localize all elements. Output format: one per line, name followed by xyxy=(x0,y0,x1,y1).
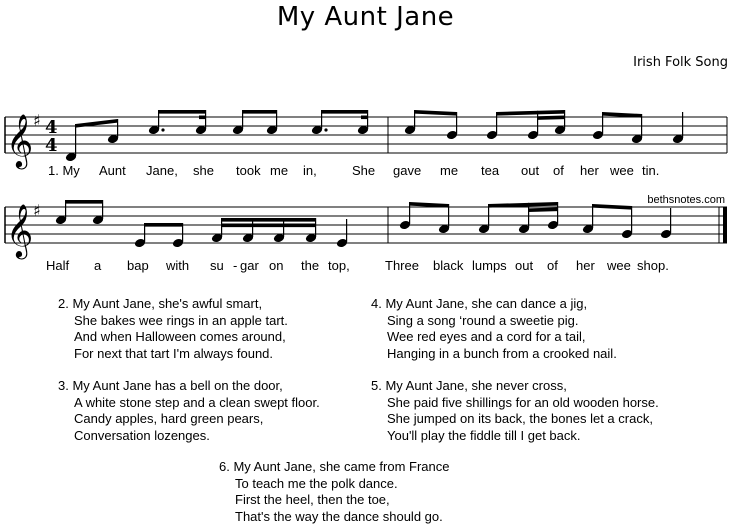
lyric-word: top, xyxy=(328,258,350,273)
lyric-word: Aunt xyxy=(99,163,126,178)
staff-system-1 xyxy=(5,110,727,169)
note-beam xyxy=(361,116,368,120)
lyric-word: wee xyxy=(607,258,631,273)
lyric-word: Three xyxy=(385,258,419,273)
lyric-word: - xyxy=(233,258,238,273)
time-signature-bottom: 4 xyxy=(45,135,58,156)
lyric-word: me xyxy=(440,163,459,178)
lyric-word: she xyxy=(193,163,214,178)
note-beam xyxy=(199,116,206,120)
note-beam xyxy=(145,223,183,227)
lyric-word: tea xyxy=(481,163,500,178)
staff-system-2 xyxy=(5,200,727,259)
verse-6: 6. My Aunt Jane, she came from France To teach me the polk dance. First the heel, then the toe, That's the way the dance should go. xyxy=(219,459,450,524)
lyric-word: with xyxy=(166,258,190,273)
note-beam xyxy=(222,224,316,228)
lyric-word: on xyxy=(269,258,284,273)
lyric-word: 1. My xyxy=(48,163,80,178)
composer-label: Irish Folk Song xyxy=(633,55,728,70)
lyric-word: of xyxy=(553,163,564,178)
note-beam xyxy=(322,110,368,114)
lyric-word: me xyxy=(270,163,289,178)
lyric-word: her xyxy=(580,163,599,178)
lyric-word: took xyxy=(236,163,261,178)
lyric-word: out xyxy=(515,258,534,273)
note-beam xyxy=(497,110,565,116)
note-beam xyxy=(243,110,277,114)
lyric-word: Half xyxy=(46,258,70,273)
note-beam xyxy=(415,110,457,116)
notes-line-1 xyxy=(65,110,684,162)
lyric-word: tin. xyxy=(642,163,660,178)
lyric-word: of xyxy=(547,258,558,273)
note-beam xyxy=(593,204,632,210)
song-title: My Aunt Jane xyxy=(276,2,455,32)
treble-clef-icon: 𝄞 xyxy=(6,203,34,257)
staff-lines-2 xyxy=(5,207,727,243)
verse-5: 5. My Aunt Jane, she never cross, She paid five shillings for an old wooden horse. She jumped on its back, the bones let a crack, You'll play the fiddle till I get back. xyxy=(371,378,659,443)
lyric-word: out xyxy=(521,163,540,178)
verse-2: 2. My Aunt Jane, she's awful smart, She bakes wee rings in an apple tart. And when Halloween comes around, For next that tart I'm always found. xyxy=(58,296,288,361)
key-signature-sharp-icon: ♯ xyxy=(33,111,41,130)
final-barline-thick xyxy=(723,207,727,243)
verse-4: 4. My Aunt Jane, she can dance a jig, Sing a song ‘round a sweetie pig. Wee red eyes and a cord for a tail, Hanging in a bunch from a crooked nail. xyxy=(371,296,617,361)
lyric-word: a xyxy=(94,258,102,273)
time-signature-top: 4 xyxy=(45,117,58,138)
lyric-word: bap xyxy=(127,258,149,273)
note-dot xyxy=(161,128,164,131)
lyric-word: lumps xyxy=(472,258,507,273)
lyric-word: She xyxy=(352,163,376,178)
note-beam xyxy=(538,116,565,120)
lyric-word: in, xyxy=(303,163,317,178)
lyric-word: su xyxy=(210,258,224,273)
lyric-word: black xyxy=(433,258,464,273)
credit-label: bethsnotes.com xyxy=(647,194,725,206)
note-beam xyxy=(159,110,206,114)
key-signature-sharp-icon: ♯ xyxy=(33,201,41,220)
note-beam xyxy=(66,200,103,204)
lyric-word: wee xyxy=(610,163,634,178)
verse-3: 3. My Aunt Jane has a bell on the door, A white stone step and a clean swept floor. Candy apples, hard green pears, Conversation lozenges. xyxy=(58,378,320,443)
lyric-word: gar xyxy=(240,258,259,273)
note-beam xyxy=(529,208,558,212)
note-beam xyxy=(222,218,316,222)
lyric-word: shop. xyxy=(637,258,669,273)
note-dot xyxy=(324,128,327,131)
lyric-word: her xyxy=(576,258,595,273)
lyric-word: Jane, xyxy=(146,163,178,178)
lyric-word: gave xyxy=(393,163,422,178)
treble-clef-icon: 𝄞 xyxy=(6,113,34,167)
lyric-word: the xyxy=(301,258,320,273)
